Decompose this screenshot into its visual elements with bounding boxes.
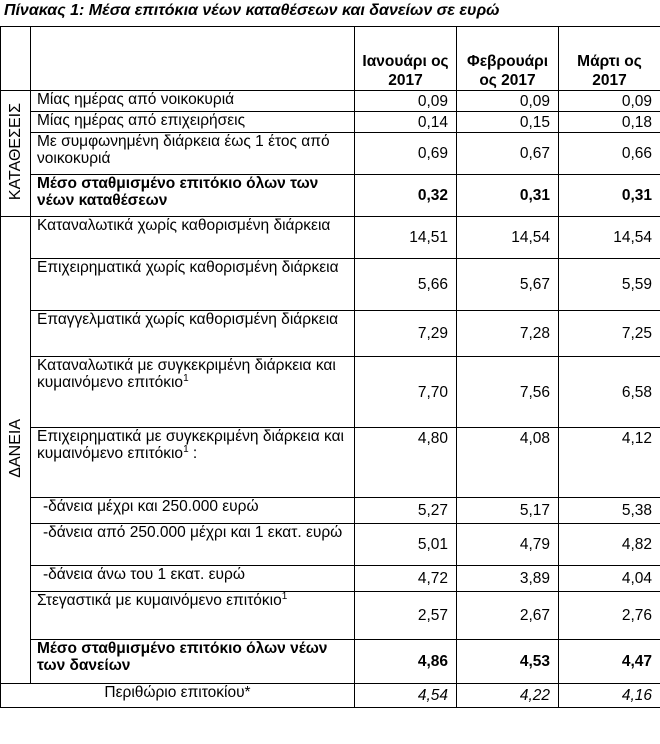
cell-jan: 5,27	[355, 498, 457, 524]
row-label: -δάνεια από 250.000 μέχρι και 1 εκατ. ευρώ	[31, 524, 355, 566]
cell-jan: 0,32	[355, 175, 457, 217]
cell-mar: 5,38	[559, 498, 660, 524]
cell-feb: 0,09	[457, 91, 559, 112]
cell-mar: 0,18	[559, 112, 660, 133]
cell-feb: 4,22	[457, 684, 559, 708]
cell-mar: 0,66	[559, 133, 660, 175]
cell-mar: 4,12	[559, 428, 660, 498]
table-row	[1, 566, 660, 592]
table-row	[1, 259, 660, 311]
row-label: Επιχειρηματικά χωρίς καθορισμένη διάρκεια	[31, 259, 355, 311]
cell-feb: 7,56	[457, 357, 559, 428]
cell-mar: 6,58	[559, 357, 660, 428]
cell-feb: 7,28	[457, 311, 559, 357]
table-row	[1, 133, 660, 175]
footnote-marker: 1	[183, 372, 189, 384]
cell-jan: 4,54	[355, 684, 457, 708]
cell-mar: 0,31	[559, 175, 660, 217]
row-label	[31, 592, 355, 640]
row-label: Επαγγελματικά χωρίς καθορισμένη διάρκεια	[31, 311, 355, 357]
footnote-marker: 1	[281, 590, 288, 602]
table-row	[1, 112, 660, 133]
cell-jan: 0,14	[355, 112, 457, 133]
cell-feb: 5,67	[457, 259, 559, 311]
cell-feb: 2,67	[457, 592, 559, 640]
cell-mar: 14,54	[559, 217, 660, 259]
cell-feb: 0,31	[457, 175, 559, 217]
row-label: -δάνεια μέχρι και 250.000 ευρώ	[31, 498, 355, 524]
group-loans	[1, 217, 31, 684]
cell-feb: 4,08	[457, 428, 559, 498]
cell-jan: 2,57	[355, 592, 457, 640]
table-row	[1, 311, 660, 357]
table-row	[1, 592, 660, 640]
table-row	[1, 217, 660, 259]
footnote-marker: 1	[183, 443, 189, 455]
header-empty-label	[31, 27, 355, 91]
table-row	[1, 357, 660, 428]
row-label-text: Στεγαστικά με κυμαινόμενο επιτόκιο	[37, 592, 282, 609]
table-row-total	[1, 640, 660, 684]
cell-mar: 0,09	[559, 91, 660, 112]
table-row	[1, 524, 660, 566]
cell-jan: 4,72	[355, 566, 457, 592]
header-row	[1, 27, 660, 91]
cell-jan: 4,80	[355, 428, 457, 498]
table-row	[1, 428, 660, 498]
cell-feb: 0,15	[457, 112, 559, 133]
cell-jan: 4,86	[355, 640, 457, 684]
cell-jan: 0,09	[355, 91, 457, 112]
cell-mar: 5,59	[559, 259, 660, 311]
row-label	[31, 357, 355, 428]
header-empty-group	[1, 27, 31, 91]
cell-jan: 7,70	[355, 357, 457, 428]
group-label-loans: ΔΑΝΕΙΑ	[7, 418, 24, 478]
cell-mar: 2,76	[559, 592, 660, 640]
cell-mar: 7,25	[559, 311, 660, 357]
cell-feb: 14,54	[457, 217, 559, 259]
row-label: Με συμφωνημένη διάρκεια έως 1 έτος από νοικοκυριά	[31, 133, 355, 175]
table-row	[1, 91, 660, 112]
row-label	[31, 428, 355, 498]
table-row-total	[1, 175, 660, 217]
cell-feb: 3,89	[457, 566, 559, 592]
cell-mar: 4,04	[559, 566, 660, 592]
cell-feb: 5,17	[457, 498, 559, 524]
cell-jan: 5,66	[355, 259, 457, 311]
table-row	[1, 498, 660, 524]
cell-jan: 5,01	[355, 524, 457, 566]
cell-feb: 4,53	[457, 640, 559, 684]
cell-feb: 0,67	[457, 133, 559, 175]
row-label: Μίας ημέρας από νοικοκυριά	[31, 91, 355, 112]
row-label: Μέσο σταθμισμένο επιτόκιο όλων των νέων καταθέσεων	[31, 175, 355, 217]
cell-mar: 4,47	[559, 640, 660, 684]
row-label-text: Επιχειρηματικά με συγκεκριμένη διάρκεια και κυμαινόμενο επιτόκιο	[37, 428, 345, 462]
row-label: Περιθώριο επιτοκίου*	[1, 684, 355, 708]
cell-mar: 4,16	[559, 684, 660, 708]
cell-jan: 0,69	[355, 133, 457, 175]
column-header-jan: Ιανουάρι ος 2017	[355, 27, 457, 91]
table-title: Πίνακας 1: Μέσα επιτόκια νέων καταθέσεων και δανείων σε ευρώ	[4, 2, 500, 19]
column-header-feb: Φεβρουάρι ος 2017	[457, 27, 559, 91]
row-label: Μέσο σταθμισμένο επιτόκιο όλων νέων των δανείων	[31, 640, 355, 684]
row-label: -δάνεια άνω του 1 εκατ. ευρώ	[31, 566, 355, 592]
group-deposits	[1, 91, 31, 217]
cell-jan: 14,51	[355, 217, 457, 259]
row-label-suffix: :	[188, 445, 198, 462]
group-label-deposits: ΚΑΤΑΘΕΣΕΙΣ	[7, 102, 24, 201]
row-label: Μίας ημέρας από επιχειρήσεις	[31, 112, 355, 133]
interest-rates-table	[0, 26, 660, 708]
row-label-text: Καταναλωτικά με συγκεκριμένη διάρκεια και κυμαινόμενο επιτόκιο	[37, 357, 336, 391]
row-label: Καταναλωτικά χωρίς καθορισμένη διάρκεια	[31, 217, 355, 259]
cell-jan: 7,29	[355, 311, 457, 357]
cell-mar: 4,82	[559, 524, 660, 566]
column-header-mar: Μάρτι ος 2017	[559, 27, 660, 91]
table-row-margin	[1, 684, 660, 708]
cell-feb: 4,79	[457, 524, 559, 566]
